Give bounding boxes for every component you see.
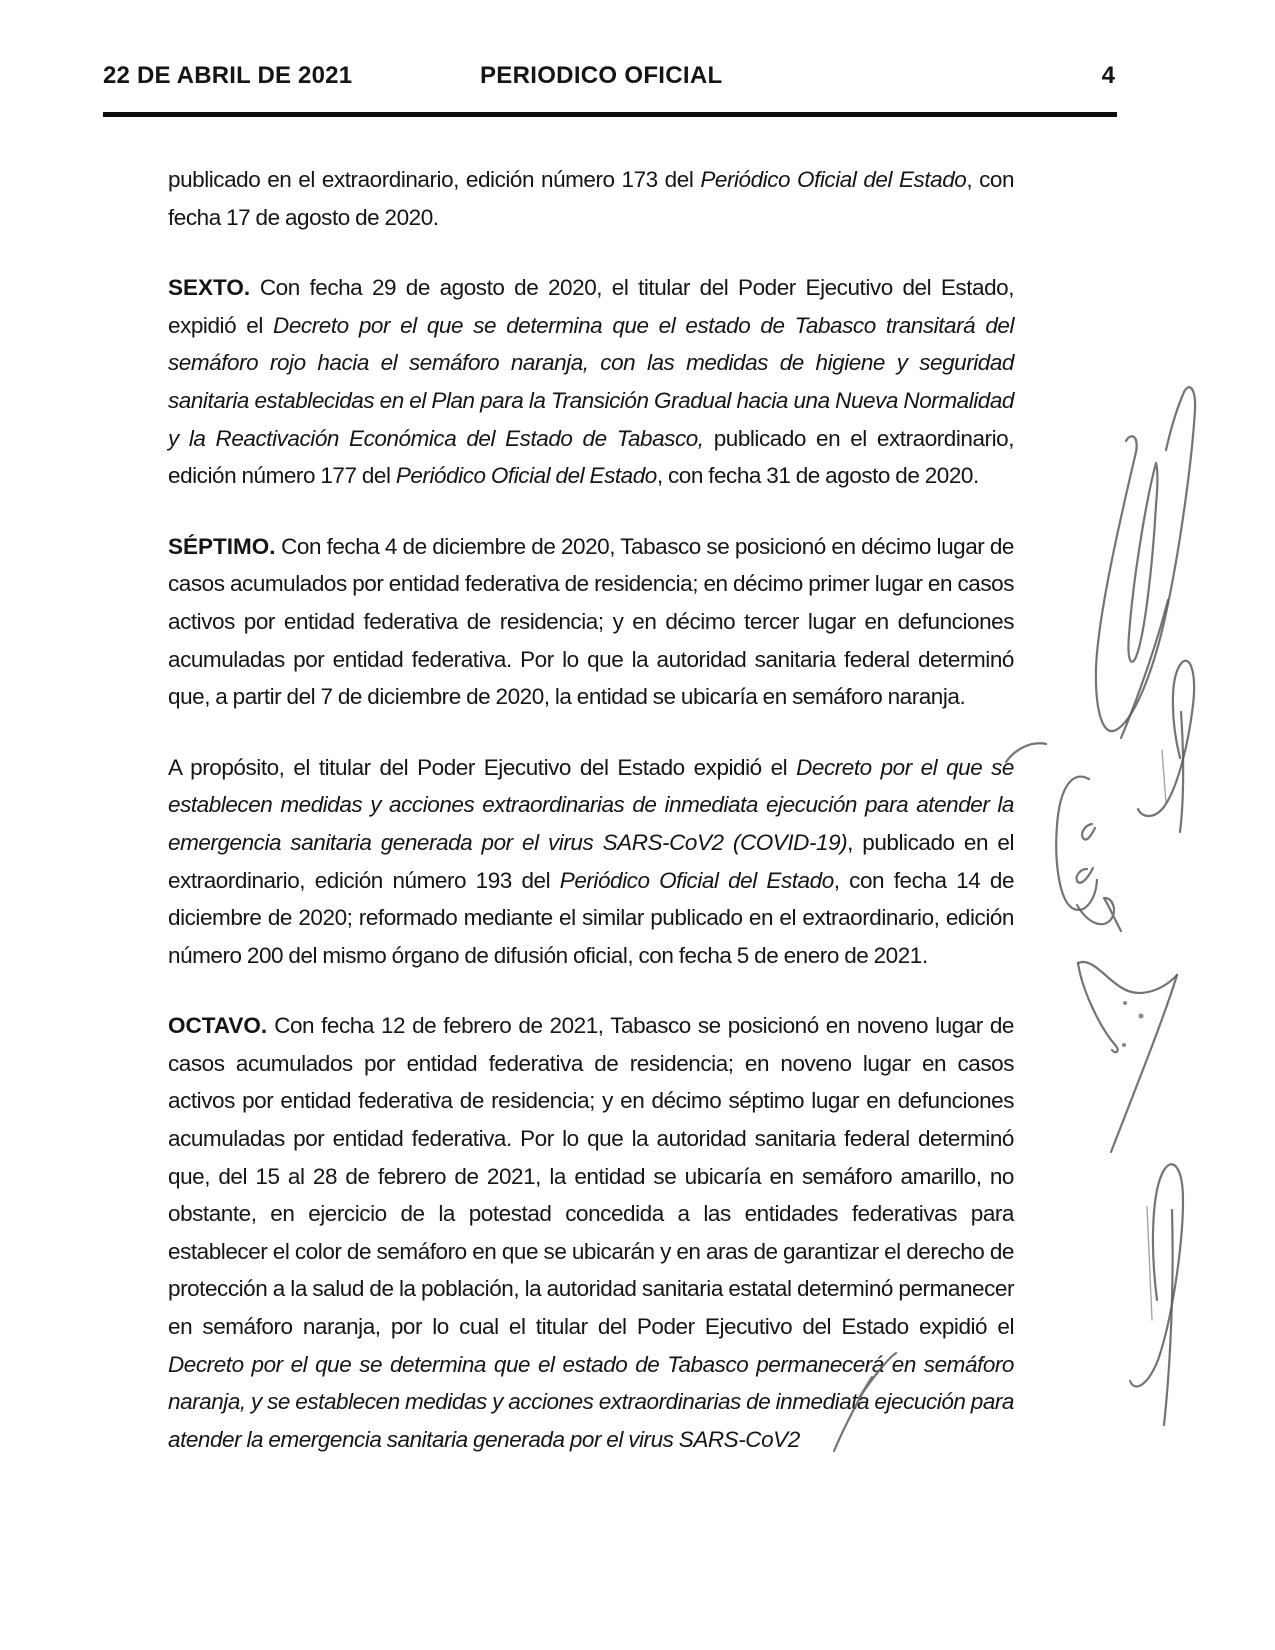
pen-stroke-triangle-left — [1078, 963, 1118, 1052]
pen-stroke-hook-upper — [1082, 824, 1095, 840]
header-rule — [103, 112, 1117, 117]
pen-stroke-hairline — [1147, 1207, 1152, 1320]
text-run: publicado en el extraordinario, edición número 173 del — [168, 167, 701, 192]
document-body — [168, 161, 1014, 1491]
text-run: A propósito, el titular del Poder Ejecutivo del Estado expidió el — [168, 754, 797, 780]
text-run: Periódico Oficial del Estado — [395, 463, 657, 489]
header-title: PERIODICO OFICIAL — [480, 62, 723, 89]
text-run: , con fecha 17 de agosto de 2020. — [168, 167, 1015, 230]
paragraph-octavo — [168, 1007, 1014, 1458]
pen-stroke-oval — [1056, 777, 1097, 910]
text-run: Con fecha 29 de agosto de 2020, el titular del Poder Ejecutivo del Estado, expidió el — [168, 275, 1014, 338]
header-page-number: 4 — [1101, 62, 1115, 89]
pen-stroke-ell-descender — [1180, 712, 1183, 832]
ink-dot — [1123, 1001, 1127, 1005]
paragraph-septimo — [168, 528, 1014, 716]
pen-stroke-inner-loop — [1128, 463, 1157, 662]
text-run: publicado en el extraordinario, edición número 177 del — [168, 425, 1014, 489]
text-run: , publicado en el extraordinario, edición número 193 del — [168, 829, 1014, 893]
pen-stroke-triangle-tail — [1111, 975, 1177, 1152]
text-run: Decreto por el que se determina que el estado de Tabasco permanecerá en semáforo naranja, y se establecen medidas y acciones extraordinarias de inmediata ejecución para atender la emergencia sanitaria generada por el virus SARS-CoV2 — [168, 1351, 1014, 1452]
text-run: , con fecha 31 de agosto de 2020. — [656, 463, 979, 489]
paragraph-a-proposito — [168, 749, 1014, 975]
pen-stroke-triangle-top — [1078, 962, 1177, 993]
section-label: SÉPTIMO. — [168, 533, 276, 559]
text-run: , con fecha 14 de diciembre de 2020; reformado mediante el similar publicado en el extraordinario, edición número 200 del mismo órgano de difusión oficial, con fecha 5 de enero de 2021. — [168, 867, 1015, 968]
text-run: Periódico Oficial del Estado — [559, 867, 834, 893]
pen-stroke-lower-ell-descender — [1164, 1210, 1173, 1425]
pen-stroke-large-loop — [1096, 387, 1195, 731]
text-run: Con fecha 4 de diciembre de 2020, Tabasco se posicionó en décimo lugar de casos acumulados por entidad federativa de residencia; en décimo primer lugar en casos activos por entidad federativa de residencia; y en décimo tercer lugar en defunciones acumuladas por entidad federativa. Por lo que la autoridad sanitaria federal determinó que, a partir del 7 de diciembre de 2020, la entidad se ubicaría en semáforo naranja. — [168, 533, 1014, 710]
pen-stroke-hairline — [1162, 750, 1166, 803]
ink-dot — [1139, 1014, 1144, 1019]
pen-stroke-hook-lower — [1077, 868, 1093, 883]
section-label: OCTAVO. — [168, 1013, 268, 1039]
text-run: Decreto por el que se determina que el estado de Tabasco transitará del semáforo rojo hacia el semáforo naranja, con las medidas de higiene y seguridad sanitaria establecidas en el Plan para la Transición Gradual hacia una Nueva Normalidad y la Reactivación Económica del Estado de Tabasco, — [168, 312, 1014, 451]
header-date: 22 DE ABRIL DE 2021 — [103, 62, 353, 89]
paragraph-intro — [168, 161, 1014, 236]
pen-stroke-diagonal — [1121, 600, 1168, 738]
text-run: Decreto por el que se establecen medidas y acciones extraordinarias de inmediata ejecución para atender la emergencia sanitaria generada por el virus SARS-CoV2 (COVID-19) — [168, 754, 1014, 855]
pen-stroke-oval-tail — [1077, 898, 1121, 931]
text-run: Con fecha 12 de febrero de 2021, Tabasco se posicionó en noveno lugar de casos acumulados por entidad federativa de residencia; en noveno lugar en casos activos por entidad federativa de residencia; y en décimo séptimo lugar en defunciones acumuladas por entidad federativa. Por lo que la autoridad sanitaria federal determinó que, del 15 al 28 de febrero de 2021, la entidad se ubicaría en semáforo amarillo, no obstante, en ejercicio de la potestad concedida a las entidades federativas para establecer el color de semáforo en que se ubicarán y en aras de garantizar el derecho de protección a la salud de la población, la autoridad sanitaria estatal determinó permanecer en semáforo naranja, por lo cual el titular del Poder Ejecutivo del Estado expidió el — [168, 1013, 1014, 1340]
text-run: Periódico Oficial del Estado — [700, 167, 967, 192]
ink-dot — [1122, 1043, 1126, 1047]
pen-stroke-lower-ell — [1130, 1164, 1183, 1386]
section-label: SEXTO. — [168, 275, 251, 301]
paragraph-sexto — [168, 269, 1014, 495]
pen-stroke-ell-loop — [1138, 661, 1194, 816]
